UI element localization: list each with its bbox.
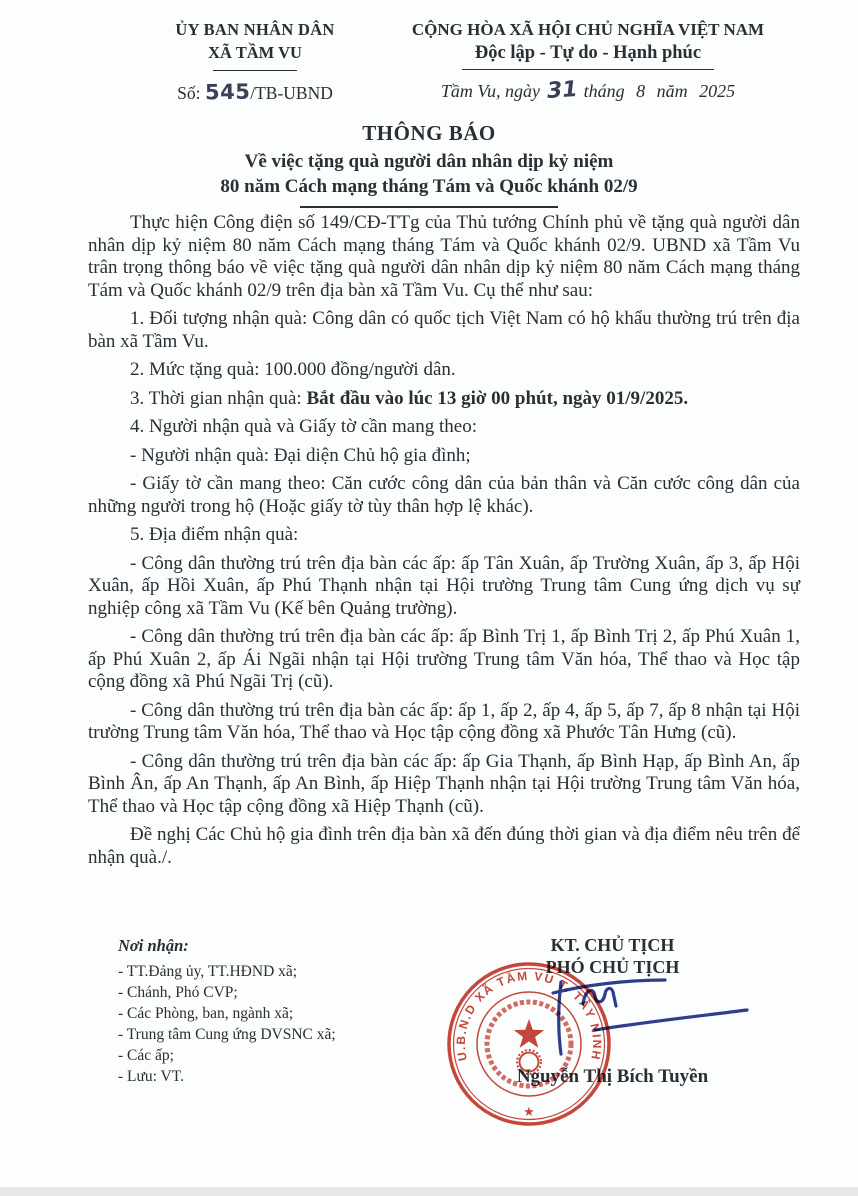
notice-title-block: [0, 121, 858, 208]
notice-body: [88, 212, 800, 875]
recipient-item: - Các Phòng, ban, ngành xã;: [118, 1005, 294, 1022]
issuer-block: [85, 20, 425, 104]
issuer-underline: [213, 70, 297, 71]
recipient-item: - Các ấp;: [118, 1047, 174, 1064]
recipient-item: - Lưu: VT.: [118, 1068, 184, 1085]
republic-block: [392, 20, 784, 103]
doc-number-handwritten: 545: [204, 79, 251, 105]
stamp-outer-ring: [449, 964, 609, 1124]
body-item-3-label: 3. Thời gian nhận quà:: [130, 387, 307, 409]
body-item-5: 5. Địa điểm nhận quà:: [130, 524, 299, 545]
stamp-gear: [520, 1053, 539, 1072]
authority-title-line2: PHÓ CHỦ TỊCH: [545, 957, 680, 977]
issuer-name: ỦY BAN NHÂN DÂN: [175, 20, 335, 39]
scan-edge-strip: [0, 1187, 858, 1196]
signer-name: Nguyễn Thị Bích Tuyền: [516, 1066, 709, 1087]
body-item-3-value: Bắt đầu vào lúc 13 giờ 00 phút, ngày 01/9/2025.: [306, 387, 689, 409]
authority-title-line1: KT. CHỦ TỊCH: [550, 935, 675, 955]
recipient-item: - TT.Đảng ủy, TT.HĐND xã;: [118, 963, 298, 980]
doc-number: [85, 80, 425, 104]
national-emblem-star: [514, 1019, 544, 1048]
body-closing: Đề nghị Các Chủ hộ gia đình trên địa bàn xã đến đúng thời gian và địa điểm nêu trên để nhận quà./.: [88, 824, 800, 868]
motto-underline: [462, 69, 714, 70]
stamp-inner-ring: [477, 992, 581, 1096]
official-stamp: [443, 958, 615, 1130]
body-item-5c: - Công dân thường trú trên địa bàn các ấp: ấp 1, ấp 2, ấp 4, ấp 5, ấp 7, ấp 8 nhận tại Hội trường Trung tâm Văn hóa, Thể thao và Học tập cộng đồng xã Phước Tân Hưng (cũ).: [88, 699, 800, 743]
body-item-3: [88, 388, 800, 411]
dateline-day-handwritten: 31: [545, 76, 578, 105]
doc-number-suffix: /TB-UBND: [250, 83, 333, 103]
doc-number-prefix: Số:: [177, 83, 201, 103]
notice-subtitle-line1: Về việc tặng quà người dân nhân dịp kỷ niệm: [244, 151, 614, 172]
body-paragraph-intro: Thực hiện Công điện số 149/CĐ-TTg của Thủ tướng Chính phủ về tặng quà người dân nhân dịp kỷ niệm 80 năm Cách mạng tháng Tám và Quốc khánh 02/9. UBND xã Tầm Vu trân trọng thông báo về việc tặng quà người dân nhân dịp kỷ niệm 80 năm Cách mạng tháng Tám và Quốc khánh 02/9 trên địa bàn xã Tầm Vu. Cụ thể như sau:: [88, 212, 800, 301]
dateline-prefix: Tầm Vu, ngày: [440, 81, 541, 101]
body-item-2: 2. Mức tặng quà: 100.000 đồng/người dân.: [130, 359, 456, 380]
commune-name: XÃ TẦM VU: [208, 43, 302, 62]
stamp-bottom-star: ★: [523, 1104, 535, 1119]
republic-motto: Độc lập - Tự do - Hạnh phúc: [474, 43, 702, 63]
recipient-item: - Trung tâm Cung ứng DVSNC xã;: [118, 1026, 336, 1043]
dateline: [392, 78, 784, 103]
republic-name: CỘNG HÒA XÃ HỘI CHỦ NGHĨA VIỆT NAM: [411, 20, 765, 39]
body-item-1: 1. Đối tượng nhận quà: Công dân có quốc tịch Việt Nam có hộ khẩu thường trú trên địa bàn xã Tầm Vu.: [88, 308, 800, 352]
signature-stroke: [595, 1010, 747, 1030]
body-item-5d: - Công dân thường trú trên địa bàn các ấp: ấp Gia Thạnh, ấp Bình Hạp, ấp Bình An, ấp Bình Ân, ấp An Thạnh, ấp An Bình, ấp Hiệp Thạnh nhận tại Hội trường Trung tâm Văn hóa, Thể thao và Học tập cộng đồng xã Hiệp Thạnh (cũ).: [88, 750, 800, 817]
title-underline: [300, 206, 558, 208]
body-item-4: 4. Người nhận quà và Giấy tờ cần mang theo:: [130, 416, 477, 437]
dateline-suffix: tháng 8 năm 2025: [583, 81, 736, 101]
body-item-5b: - Công dân thường trú trên địa bàn các ấp: ấp Bình Trị 1, ấp Bình Trị 2, ấp Phú Xuân 1, ấp Phú Xuân 2, ấp Ái Ngãi nhận tại Hội trường Trung tâm Văn hóa, Thể thao và Học tập cộng đồng xã Phú Ngãi Trị (cũ).: [88, 626, 800, 692]
notice-title: THÔNG BÁO: [362, 121, 496, 145]
body-item-5a: - Công dân thường trú trên địa bàn các ấp: ấp Tân Xuân, ấp Trường Xuân, ấp 3, ấp Hội Xuân, ấp Hồi Xuân, ấp Phú Thạnh nhận tại Hội trường Trung tâm Cung ứng dịch vụ sự nghiệp công xã Tầm Vu (Kế bên Quảng trường).: [88, 552, 800, 619]
recipient-item: - Chánh, Phó CVP;: [118, 984, 238, 1001]
body-item-4a: - Người nhận quà: Đại diện Chủ hộ gia đình;: [130, 444, 471, 466]
notice-subtitle-line2: 80 năm Cách mạng tháng Tám và Quốc khánh 02/9: [220, 176, 638, 197]
stamp-gear-teeth: [517, 1050, 541, 1074]
recipients-block: [118, 936, 428, 1087]
recipients-heading: Nơi nhận:: [118, 936, 189, 955]
stamp-wreath: [487, 1002, 571, 1086]
stamp-arc-text: U.B.N.D XÃ TẦM VU T. TÂY NINH: [453, 968, 605, 1062]
body-item-4b: - Giấy tờ cần mang theo: Căn cước công dân của bản thân và Căn cước công dân của những người trong hộ (Hoặc giấy tờ tùy thân hợp lệ khác).: [88, 473, 800, 517]
